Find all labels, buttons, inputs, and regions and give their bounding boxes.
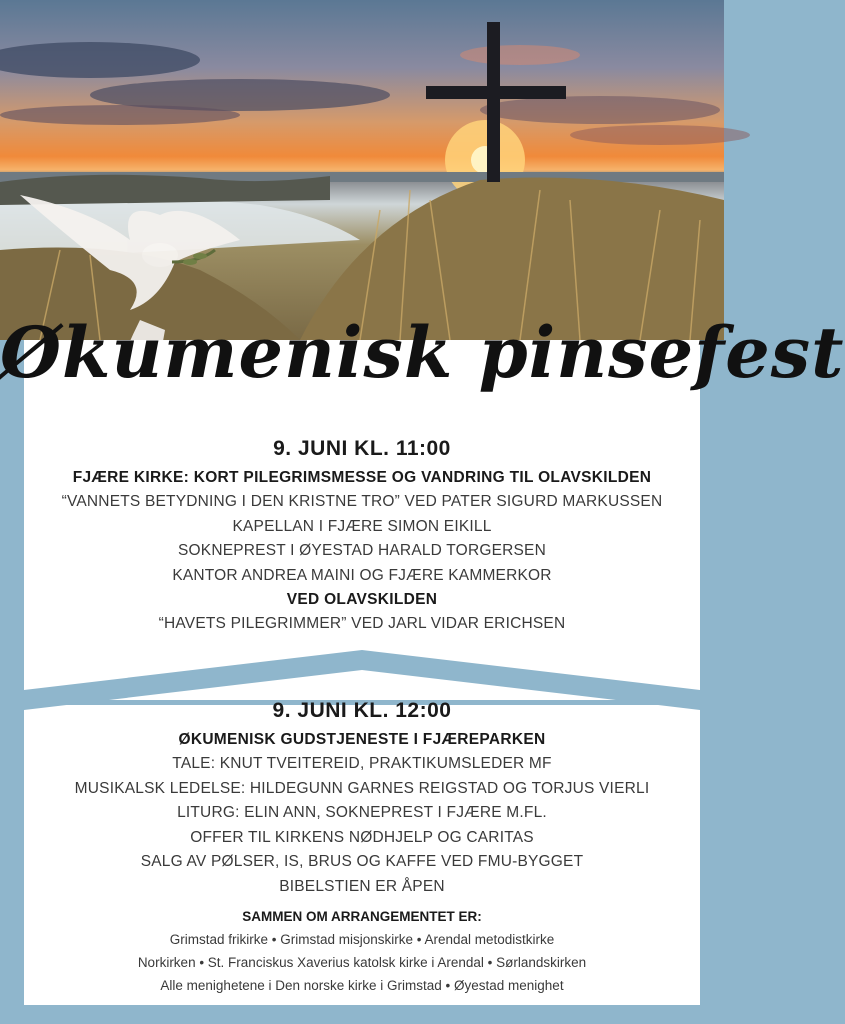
event-1-subline: “HAVETS PILEGRIMMER” VED JARL VIDAR ERICHSEN	[158, 615, 566, 632]
event-2-heading: ØKUMENISK GUDSTJENESTE I FJÆREPARKEN	[178, 731, 546, 748]
partners-line: Alle menighetene i Den norske kirke i Grimstad • Øyestad menighet	[160, 978, 564, 993]
event-1-line: SOKNEPREST I ØYESTAD HARALD TORGERSEN	[177, 542, 546, 559]
event-2	[24, 698, 700, 899]
event-2-line: SALG AV PØLSER, IS, BRUS OG KAFFE VED FMU-BYGGET	[140, 853, 584, 870]
partners	[24, 906, 700, 997]
event-2-line: OFFER TIL KIRKENS NØDHJELP OG CARITAS	[190, 828, 534, 846]
event-2-date: 9. JUNI KL. 12:00	[272, 699, 452, 722]
event-1-subheading: VED OLAVSKILDEN	[286, 591, 438, 608]
page-title: Økumenisk pinsefest	[0, 311, 845, 394]
partners-line: Norkirken • St. Franciskus Xaverius katolsk kirke i Arendal • Sørlandskirken	[137, 955, 587, 970]
event-1-date: 9. JUNI KL. 11:00	[273, 437, 451, 460]
event-2-line: LITURG: ELIN ANN, SOKNEPREST I FJÆRE M.FL.	[177, 804, 547, 821]
event-2-line: BIBELSTIEN ER ÅPEN	[279, 877, 445, 895]
partners-line: Grimstad frikirke • Grimstad misjonskirke • Arendal metodistkirke	[169, 932, 555, 947]
hero-image	[0, 0, 724, 340]
event-1-heading: FJÆRE KIRKE: KORT PILEGRIMSMESSE OG VANDRING TIL OLAVSKILDEN	[72, 469, 652, 486]
event-2-line: TALE: KNUT TVEITEREID, PRAKTIKUMSLEDER MF	[172, 755, 552, 772]
partners-heading: SAMMEN OM ARRANGEMENTET ER:	[242, 909, 482, 924]
event-1-line: KAPELLAN I FJÆRE SIMON EIKILL	[232, 517, 492, 535]
sunset-scene	[0, 0, 724, 340]
event-1-line: “VANNETS BETYDNING I DEN KRISTNE TRO” VED PATER SIGURD MARKUSSEN	[61, 493, 663, 510]
event-2-line: MUSIKALSK LEDELSE: HILDEGUNN GARNES REIGSTAD OG TORJUS VIERLI	[74, 779, 650, 797]
event-1-line: KANTOR ANDREA MAINI OG FJÆRE KAMMERKOR	[172, 566, 552, 584]
event-1	[24, 436, 700, 637]
